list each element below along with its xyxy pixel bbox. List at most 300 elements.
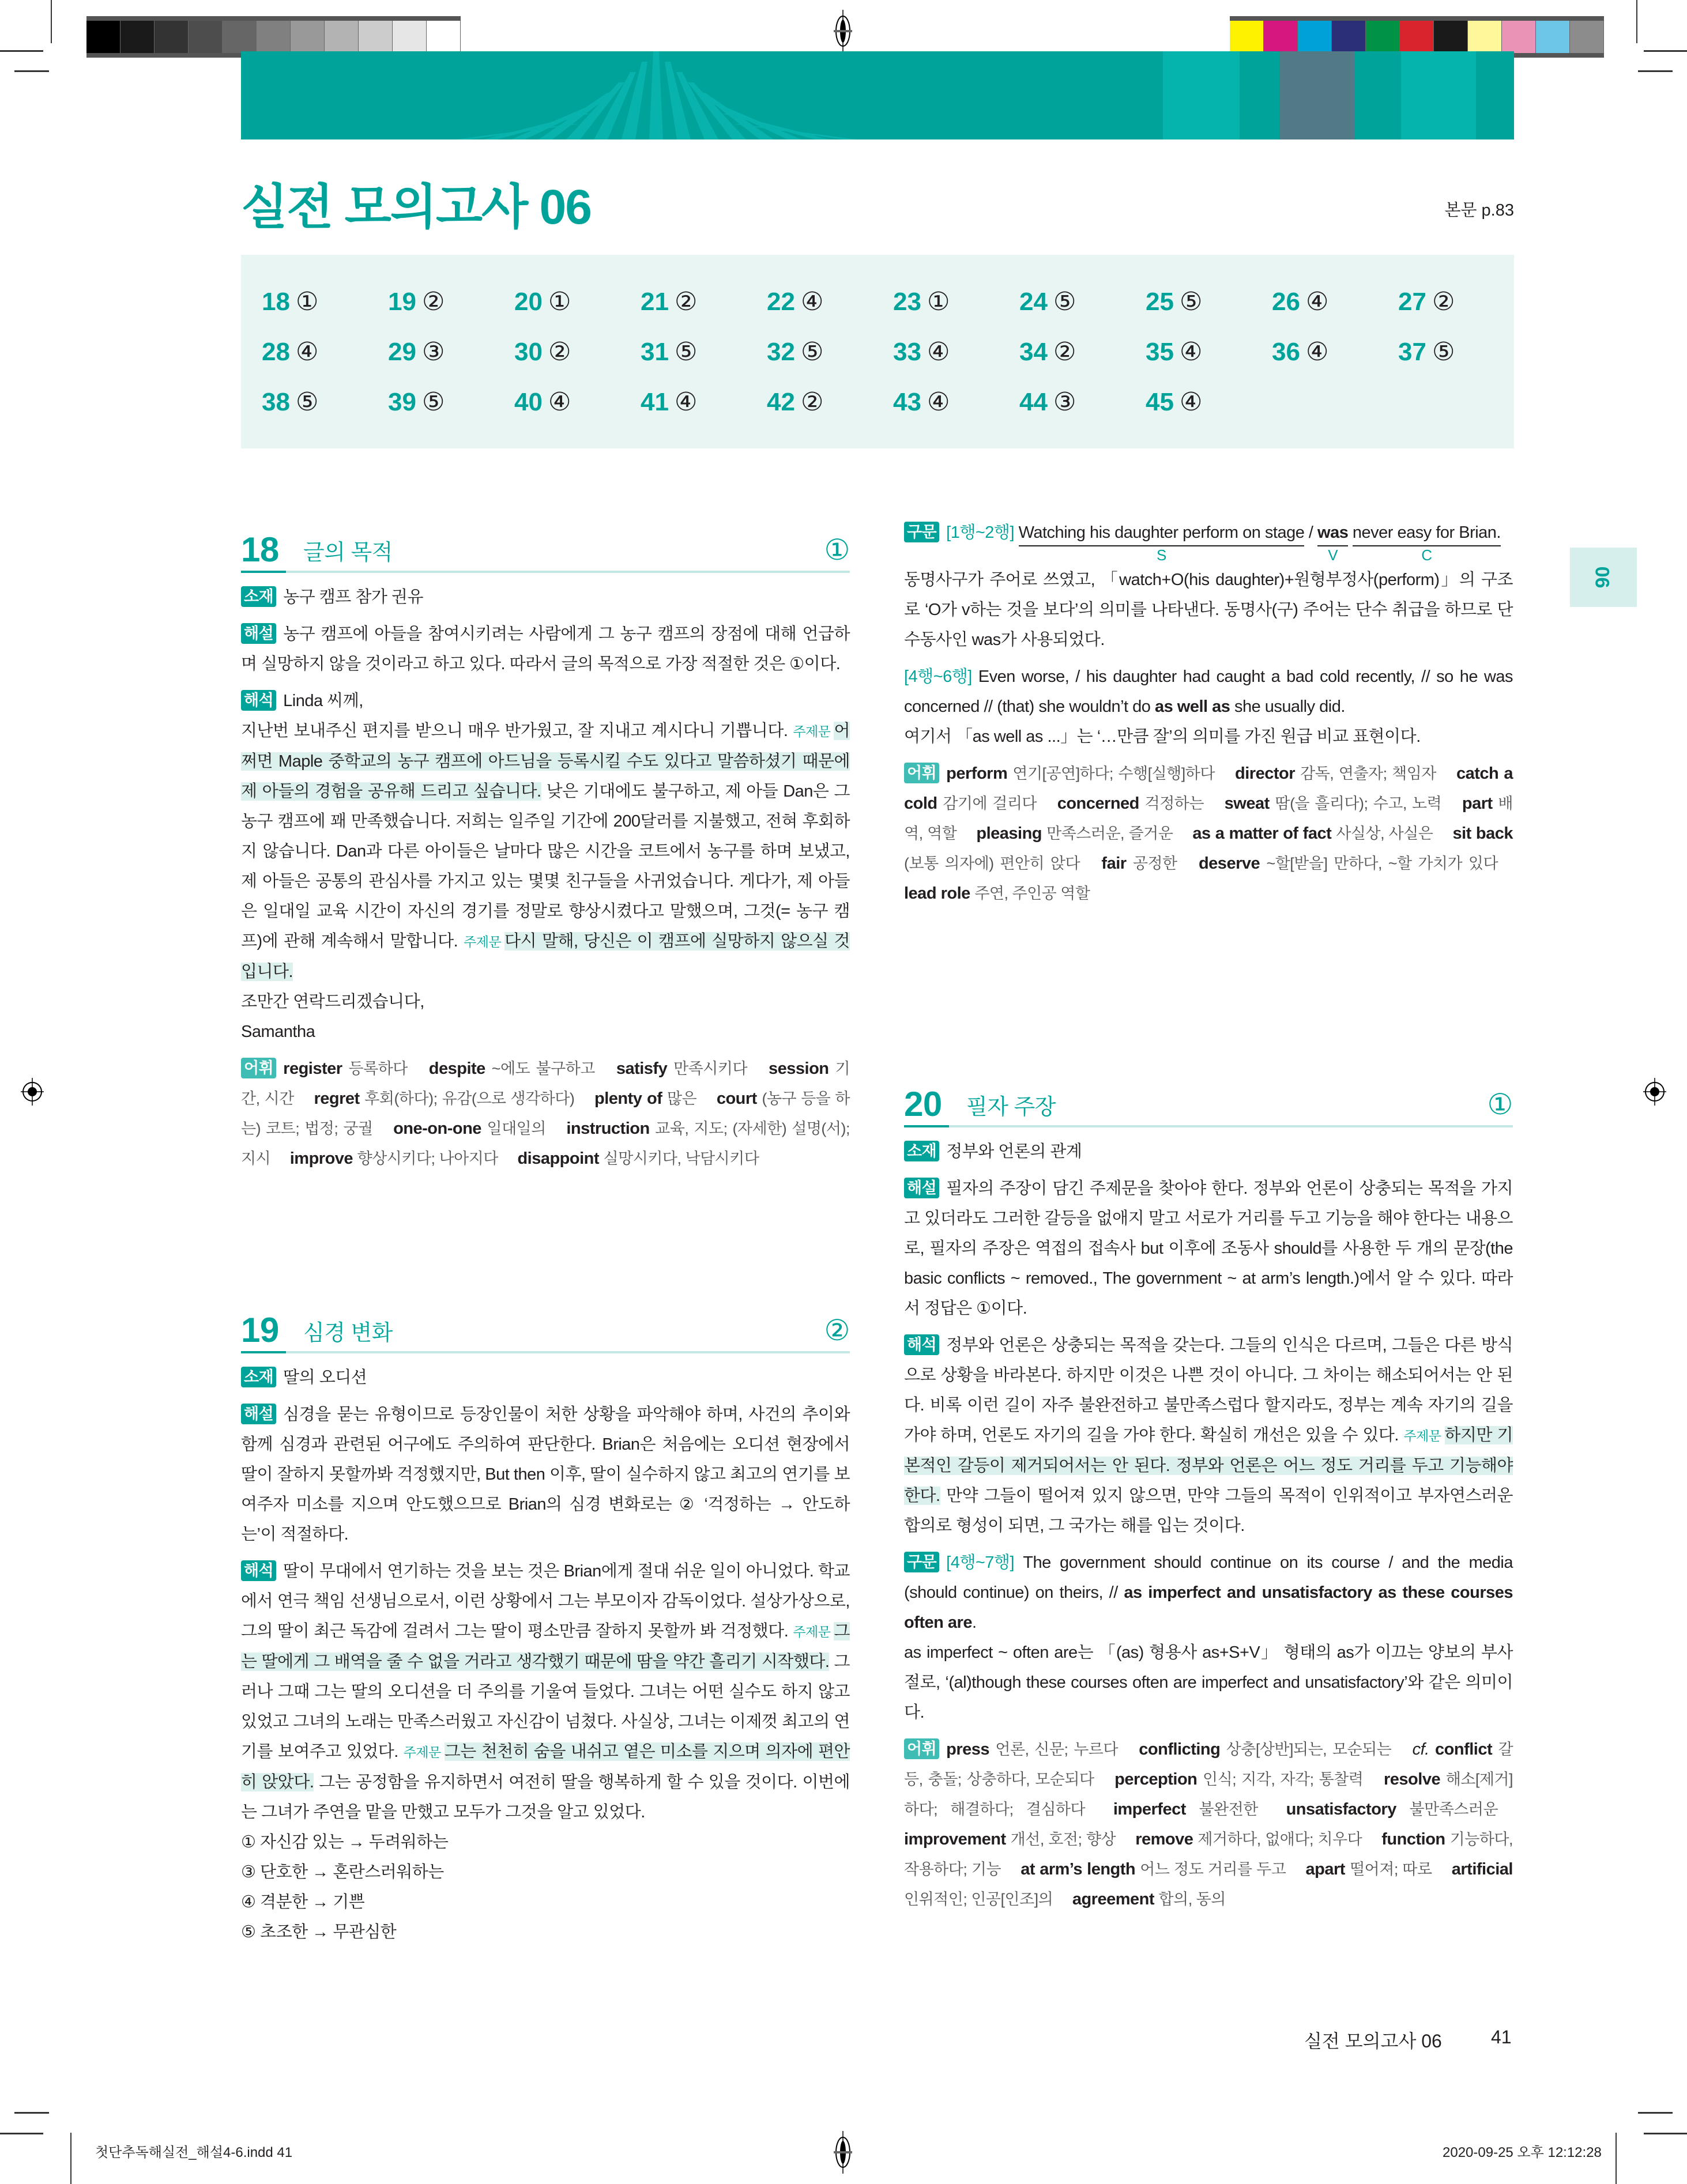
- question-number: 25: [1146, 288, 1174, 316]
- section-answer: ①: [1487, 1088, 1513, 1121]
- vocab-term: disappoint: [517, 1149, 600, 1168]
- constituent-text: never easy for Brian.: [1352, 523, 1501, 542]
- paragraph: [904, 1548, 1513, 1638]
- topic-sentence-tag: 주제문: [464, 934, 502, 949]
- question-number: 39: [388, 388, 416, 416]
- print-slug-timestamp: 2020-09-25 오후 12:12:28: [1443, 2145, 1602, 2160]
- text-run: The government should continue on its course / and the media (should continue) on theirs, //: [904, 1553, 1513, 1602]
- spacer: [904, 1127, 1513, 1137]
- answer-item: [893, 287, 950, 316]
- answer-choice: ④: [548, 388, 571, 416]
- vocab-entry: [1135, 1830, 1362, 1849]
- vocab-entry: [290, 1149, 498, 1168]
- question-number: 31: [641, 338, 669, 366]
- color-swatch: [1230, 21, 1264, 53]
- registration-mark-icon: [831, 2130, 854, 2175]
- page-title: 실전 모의고사 06: [241, 180, 591, 234]
- topic-sentence-tag: 주제문: [793, 724, 831, 739]
- text-run: 딸의 오디션: [283, 1368, 367, 1387]
- vocab-entry: [1113, 1800, 1258, 1819]
- text-run: ① 자신감 있는 → 두려워하는: [241, 1833, 449, 1851]
- vocab-entry: [946, 764, 1215, 783]
- grammar-badge: 구문: [904, 1552, 939, 1572]
- translation-badge: 해석: [904, 1334, 939, 1355]
- text-run: ③ 단호한 → 혼란스러워하는: [241, 1863, 444, 1881]
- text-run: 낮은 기대에도 불구하고, 제 아들 Dan은 그 농구 캠프에 꽤 만족했습니다. 저희는 일주일 기간에 200달러를 지불했고, 전혀 후회하지 않습니다. Dan과 다른 아이들은 날마다 많은 시간을 코트에서 농구를 하며 보냈고, 제 아들은 공통의 관심사를 가지고 있는 몇몇 친구들을 사귀었습니다. 게다가, 제 아들은 일대일 교육 시간이 자신의 경기를 정말로 향상시켰다고 말했으며, 그것(= 농구 캠프)에 관해 계속해서 말합니다.: [241, 782, 850, 950]
- vocab-term: sweat: [1224, 794, 1270, 813]
- section-underline-accent: [241, 1351, 286, 1353]
- question-18-grammar-vocab: [904, 518, 1513, 908]
- vocab-term: deserve: [1198, 854, 1260, 873]
- vocab-term: apart: [1305, 1860, 1345, 1879]
- answer-item: [641, 387, 697, 417]
- vocab-entry: [1057, 794, 1204, 813]
- section-number: 18: [241, 530, 279, 569]
- color-swatch: [1298, 21, 1332, 53]
- answer-item: [388, 287, 445, 316]
- translation-badge: 해석: [241, 690, 276, 711]
- text-run: [1행~2행]: [946, 523, 1019, 542]
- vocab-term: agreement: [1072, 1890, 1154, 1908]
- section-underline-accent: [904, 1125, 949, 1127]
- answer-item: [1019, 387, 1076, 417]
- question-number: 28: [262, 338, 290, 366]
- vocab-term: instruction: [566, 1119, 650, 1138]
- vocab-meaning: 교육, 지도; (자세한) 설명(서); 지시: [241, 1120, 850, 1167]
- gray-swatch: [86, 21, 120, 53]
- answer-choice: ⑤: [1179, 288, 1203, 316]
- vocab-entry: [616, 1059, 747, 1078]
- vocab-meaning: ~할[받을] 만하다, ~할 가치가 있다: [1266, 855, 1498, 872]
- spacer: [241, 1353, 850, 1363]
- vocab-entry: [904, 884, 1090, 903]
- text-run: 조만간 연락드리겠습니다,: [241, 993, 424, 1011]
- topic-sentence-tag: 주제문: [793, 1624, 831, 1639]
- paragraph: [241, 1887, 850, 1917]
- chapter-side-tab: [1570, 548, 1637, 607]
- answer-choice: ②: [548, 338, 571, 366]
- answer-choice: ⑤: [1053, 288, 1076, 316]
- vocab-term: despite: [428, 1059, 485, 1078]
- answer-choice: ④: [800, 288, 824, 316]
- paragraph: [241, 716, 850, 987]
- vocab-term: conflict: [1435, 1740, 1493, 1759]
- vocab-meaning: 공정한: [1132, 855, 1177, 872]
- vocab-meaning: 후회(하다); 유감(으로 생각하다): [364, 1090, 575, 1107]
- paragraph: [241, 1917, 850, 1947]
- sentence-constituent: [1018, 520, 1305, 564]
- question-number: 43: [893, 388, 921, 416]
- vocab-meaning: 땀(을 흘리다); 수고, 노력: [1275, 795, 1442, 812]
- question-number: 44: [1019, 388, 1048, 416]
- topic-badge: 소재: [241, 1367, 276, 1387]
- cf-marker: cf.: [1412, 1740, 1429, 1759]
- gray-swatch: [291, 21, 325, 53]
- fan-stripe: [649, 51, 663, 139]
- vocab-entry: [976, 824, 1173, 843]
- vocab-entry: [393, 1119, 546, 1138]
- answer-item: [262, 387, 318, 417]
- vocab-meaning: 인식; 지각, 자각; 통찰력: [1203, 1771, 1364, 1788]
- answer-choice: ④: [674, 388, 698, 416]
- question-number: 37: [1398, 338, 1426, 366]
- question-number: 26: [1272, 288, 1300, 316]
- question-number: 24: [1019, 288, 1048, 316]
- vocab-entry: [1225, 794, 1442, 813]
- vocab-term: function: [1381, 1830, 1445, 1849]
- answer-item: [641, 337, 697, 367]
- crop-mark: [51, 0, 52, 43]
- registration-mark-icon: [1643, 1069, 1666, 1114]
- answer-item: [514, 387, 571, 417]
- question-number: 36: [1272, 338, 1300, 366]
- paragraph: [241, 619, 850, 679]
- answer-choice: ②: [1053, 338, 1076, 366]
- constituent-text: was: [1317, 523, 1349, 542]
- color-swatch: [1434, 21, 1468, 53]
- vocab-meaning: 배역, 역할: [904, 795, 1513, 842]
- vocab-entry: [1101, 854, 1177, 873]
- section-answer: ①: [824, 534, 850, 566]
- text-run: as imperfect and unsatisfactory as these courses often are: [904, 1583, 1513, 1632]
- vocab-meaning: 만족시키다: [673, 1060, 748, 1077]
- spacer: [241, 573, 850, 582]
- crop-mark: [70, 2133, 71, 2184]
- paragraph: [241, 1017, 850, 1047]
- gray-swatch: [120, 21, 155, 53]
- vocab-entry: [1139, 1740, 1391, 1759]
- topic-sentence-tag: 주제문: [403, 1745, 441, 1760]
- text-run: [4행~7행]: [946, 1553, 1023, 1572]
- registration-mark-icon: [21, 1069, 44, 1114]
- answer-item: [262, 287, 318, 316]
- vocab-meaning: 상충[상반]되는, 모순되는: [1226, 1741, 1392, 1758]
- text-run: 정부와 언론의 관계: [946, 1142, 1082, 1161]
- vocab-meaning: 언론, 신문; 누르다: [995, 1741, 1118, 1758]
- color-swatch: [1366, 21, 1400, 53]
- paragraph: [904, 518, 1513, 565]
- section-underline-accent: [241, 571, 286, 573]
- section-title: 필자 주장: [966, 1095, 1056, 1119]
- text-run: 농구 캠프에 아들을 참여시키려는 사람에게 그 농구 캠프의 장점에 대해 언급하며 실망하지 않을 것이라고 하고 있다. 따라서 글의 목적으로 가장 적절한 것은 ①이다.: [241, 625, 850, 673]
- answer-item: [1146, 287, 1202, 316]
- section-title: 심경 변화: [303, 1321, 393, 1345]
- vocab-term: concerned: [1057, 794, 1139, 813]
- answer-choice: ④: [1179, 338, 1203, 366]
- vocab-entry: [1199, 854, 1498, 873]
- question-18-explanation: [241, 529, 850, 1174]
- vocabulary-badge: 어휘: [241, 1058, 276, 1078]
- vocab-term: at arm’s length: [1021, 1860, 1136, 1879]
- text-run: 동명사구가 주어로 쓰였고, 「watch+O(his daughter)+원형부정사(perform)」의 구조로 ‘O가 v하는 것을 보다’의 의미를 나타낸다. 동명사(구) 주어는 단수 취급을 하므로 단수동사인 was가 사용되었다.: [904, 571, 1513, 649]
- answer-choice: ②: [421, 288, 445, 316]
- vocab-term: session: [769, 1059, 829, 1078]
- vocab-meaning: 만족스러운, 즐거운: [1046, 825, 1173, 842]
- page-reference: 본문 p.83: [1444, 201, 1514, 220]
- question-number: 33: [893, 338, 921, 366]
- vocab-meaning: 감기에 걸리다: [943, 795, 1037, 812]
- gray-swatch: [257, 21, 291, 53]
- answer-item: [1272, 287, 1328, 316]
- vocabulary-list: [241, 1054, 850, 1174]
- gray-swatch: [189, 21, 223, 53]
- text-run: 농구 캠프 참가 권유: [283, 588, 423, 606]
- topic-sentence-tag: 주제문: [1403, 1428, 1441, 1443]
- constituent-role-label: V: [1328, 546, 1338, 564]
- answer-item: [262, 337, 318, 367]
- color-swatch: [1264, 21, 1298, 53]
- header-banner: [241, 51, 1514, 139]
- translation-badge: 해석: [241, 1560, 276, 1581]
- vocab-entry: [1192, 824, 1433, 843]
- text-run: 필자의 주장이 담긴 주제문을 찾아야 한다. 정부와 언론이 상충되는 목적을 가지고 있더라도 그러한 갈등을 없애지 말고 서로가 거리를 두고 기능을 해야 한다는 내용으로, 필자의 주장은 역접의 접속사 but 이후에 조동사 should를 사용한 두 개의 문장(the basic conflicts ~ removed., The government ~ at arm’s length.)에서 알 수 있다. 따라서 정답은 ①이다.: [904, 1179, 1513, 1318]
- vocab-meaning: 실망시키다, 낙담시키다: [603, 1150, 759, 1167]
- constituent-role-label: C: [1421, 546, 1432, 564]
- vocab-entry: [594, 1089, 696, 1108]
- question-number: 38: [262, 388, 290, 416]
- vocab-entry: [1235, 764, 1436, 783]
- explanation-badge: 해설: [904, 1178, 939, 1198]
- paragraph: [904, 1137, 1513, 1167]
- vocabulary-list: [904, 759, 1513, 908]
- text-run: .: [971, 1613, 977, 1632]
- question-number: 21: [641, 288, 669, 316]
- question-number: 29: [388, 338, 416, 366]
- crop-mark: [14, 2112, 49, 2114]
- vocab-term: court: [716, 1089, 757, 1108]
- gray-swatch: [359, 21, 393, 53]
- vocab-meaning: 떨어져; 따로: [1350, 1861, 1432, 1878]
- text-run: ⑤ 초조한 → 무관심한: [241, 1923, 397, 1941]
- section-title: 글의 목적: [303, 541, 393, 565]
- vocab-meaning: 제거하다, 없애다; 치우다: [1198, 1831, 1362, 1848]
- answer-choice: ④: [927, 388, 950, 416]
- vocab-meaning: 갈등, 충돌; 상충하다, 모순되다: [904, 1741, 1513, 1788]
- vocab-term: press: [946, 1740, 990, 1759]
- vocab-meaning: 불만족스러운: [1409, 1801, 1498, 1818]
- vocab-entry: [1306, 1860, 1432, 1879]
- crop-mark: [0, 50, 43, 52]
- answer-item: [1398, 287, 1455, 316]
- text-run: 만약 그들이 떨어져 있지 않으면, 만약 그들의 목적이 인위적이고 부자연스러운 합의로 형성이 되면, 그 국가는 해를 입는 것이다.: [904, 1487, 1513, 1535]
- answer-item: [1019, 287, 1076, 316]
- vocab-term: director: [1235, 764, 1295, 783]
- answer-item: [514, 287, 571, 316]
- answer-choice: ④: [1305, 338, 1329, 366]
- color-swatch: [1468, 21, 1502, 53]
- registration-mark-icon: [831, 9, 854, 54]
- answer-choice: ⑤: [674, 338, 698, 366]
- vocab-entry: [1021, 1860, 1286, 1879]
- vocab-term: lead role: [904, 884, 970, 903]
- text-run: 그는 공정함을 유지하면서 여전히 딸을 행복하게 할 수 있을 것이다. 이번에는 그녀가 주연을 맡을 만했고 모두가 그것을 알고 있었다.: [241, 1773, 850, 1821]
- crop-mark: [0, 2133, 43, 2134]
- question-number: 30: [514, 338, 543, 366]
- vocab-meaning: (농구 등을 하는) 코트; 법정; 궁궐: [241, 1090, 850, 1137]
- vocab-term: remove: [1135, 1830, 1193, 1849]
- print-slug-filename: 첫단추독해실전_해설4-6.indd 41: [95, 2145, 293, 2160]
- text-run: 여기서 「as well as ...」는 ‘…만큼 잘’의 의미를 가진 원급 비교 표현이다.: [904, 727, 1421, 746]
- section-number: 20: [904, 1085, 942, 1123]
- question-number: 41: [641, 388, 669, 416]
- answer-item: [767, 387, 823, 417]
- crop-mark: [14, 70, 49, 72]
- section-number: 19: [241, 1311, 279, 1349]
- answer-choice: ②: [674, 288, 698, 316]
- answer-item: [893, 337, 950, 367]
- vocab-meaning: ~에도 불구하고: [491, 1060, 595, 1077]
- answer-item: [1272, 337, 1328, 367]
- text-run: as well as: [1154, 697, 1230, 716]
- vocab-entry: [314, 1089, 574, 1108]
- answer-choice: ①: [548, 288, 571, 316]
- vocab-entry: [904, 1830, 1116, 1849]
- question-number: 34: [1019, 338, 1048, 366]
- text-run: 정부와 언론은 상충되는 목적을 갖는다. 그들의 인식은 다르며, 그들은 다른 방식으로 상황을 바라본다. 하지만 이것은 나쁜 것이 아니다. 그 차이는 해소되어서는 안 된다. 비록 이런 길이 자주 불완전하고 불만족스럽다 할지라도, 정부는 계속 자기의 길을 가야 하며, 언론도 자기의 길을 가야 한다. 확실히 개선은 있을 수 있다.: [904, 1336, 1513, 1444]
- paragraph: [904, 1330, 1513, 1541]
- gray-swatch: [223, 21, 257, 53]
- vocabulary-badge: 어휘: [904, 763, 939, 783]
- question-number: 42: [767, 388, 795, 416]
- vocabulary-badge: 어휘: [904, 1738, 939, 1759]
- footer-section-title: 실전 모의고사 06: [1304, 2031, 1442, 2051]
- explanation-badge: 해설: [241, 1404, 276, 1424]
- vocab-term: pleasing: [976, 824, 1042, 843]
- vocab-meaning: 향상시키다; 나아지다: [357, 1150, 498, 1167]
- key-sentence: 하지만 기본적인 갈등이 제거되어서는 안 된다. 정부와 언론은 어느 정도 거리를 두고 기능해야 한다.: [904, 1426, 1513, 1505]
- question-number: 18: [262, 288, 290, 316]
- vocab-meaning: 해소[제거]하다; 해결하다; 결심하다: [904, 1771, 1513, 1818]
- text-run: as imperfect ~ often are는 「(as) 형용사 as+S+V」 형태의 as가 이끄는 양보의 부사절로, ‘(al)though these courses often are imperfect and unsatisfactory’와 같은 의미이다.: [904, 1643, 1513, 1722]
- paragraph: [241, 1363, 850, 1393]
- vocab-meaning: 연기[공연]하다; 수행[실행]하다: [1012, 765, 1215, 782]
- answer-item: [767, 337, 823, 367]
- answer-choice: ②: [800, 388, 824, 416]
- grammar-badge: 구문: [904, 522, 939, 542]
- vocab-term: improve: [289, 1149, 353, 1168]
- answer-item: [388, 387, 445, 417]
- answer-choice: ④: [927, 338, 950, 366]
- vocab-meaning: 주연, 주인공 역할: [974, 885, 1090, 902]
- key-sentence: 그는 천천히 숨을 내쉬고 옅은 미소를 지으며 의자에 편안히 앉았다.: [241, 1742, 850, 1791]
- paragraph: [241, 582, 850, 612]
- crop-mark: [1644, 2133, 1687, 2134]
- answer-choice: ①: [295, 288, 319, 316]
- vocab-meaning: 등록하다: [348, 1060, 408, 1077]
- answer-choice: ④: [1179, 388, 1203, 416]
- answer-item: [1019, 337, 1076, 367]
- answer-item: [1398, 337, 1455, 367]
- key-sentence: 그는 딸에게 그 배역을 줄 수 없을 거라고 생각했기 때문에 땀을 약간 흘리기 시작했다.: [241, 1622, 850, 1671]
- vocab-meaning: 불완전한: [1199, 1801, 1258, 1818]
- gray-swatch: [393, 21, 427, 53]
- constituent-role-label: S: [1157, 546, 1166, 564]
- color-swatch: [1400, 21, 1434, 53]
- answer-choice: ④: [1305, 288, 1329, 316]
- vocabulary-list: [904, 1734, 1513, 1914]
- vocab-meaning: 감독, 연출자; 책임자: [1300, 765, 1436, 782]
- answer-item: [641, 287, 697, 316]
- vocab-meaning: 일대일의: [487, 1120, 546, 1137]
- banner-fan-decoration: [241, 51, 1514, 139]
- vocab-meaning: 기능하다, 작용하다; 기능: [904, 1831, 1513, 1878]
- question-number: 45: [1146, 388, 1174, 416]
- question-number: 22: [767, 288, 795, 316]
- vocab-meaning: 합의, 동의: [1158, 1891, 1226, 1908]
- text-run: Samantha: [241, 1023, 315, 1041]
- paragraph: [241, 686, 850, 716]
- answer-item: [767, 287, 823, 316]
- vocab-term: perform: [946, 764, 1008, 783]
- paragraph: [904, 722, 1513, 752]
- vocab-meaning: 개선, 호전; 향상: [1010, 1831, 1116, 1848]
- paragraph: [241, 987, 850, 1017]
- text-run: 그러나 그때 그는 딸의 오디션을 더 주의를 기울여 들었다. 그녀는 어떤 실수도 하지 않고 있었고 그녀의 노래는 만족스러웠고 자신감이 넘쳤다. 사실상, 그녀는 이제껏 최고의 연기를 보여주고 있었다.: [241, 1653, 850, 1761]
- vocab-term: conflicting: [1139, 1740, 1221, 1759]
- answer-choice: ③: [421, 338, 445, 366]
- vocab-term: imperfect: [1113, 1800, 1186, 1819]
- key-sentence: 다시 말해, 당신은 이 캠프에 실망하지 않으실 것입니다.: [241, 932, 850, 981]
- sentence-constituent: [1352, 520, 1501, 564]
- question-number: 27: [1398, 288, 1426, 316]
- answer-choice: ④: [295, 338, 319, 366]
- color-swatch: [1536, 21, 1570, 53]
- text-run: she usually did.: [1230, 697, 1345, 716]
- vocab-meaning: 사실상, 사실은: [1336, 825, 1433, 842]
- question-number: 19: [388, 288, 416, 316]
- crop-mark: [1616, 2133, 1617, 2184]
- vocab-term: artificial: [1451, 1860, 1513, 1879]
- text-run: [1348, 523, 1353, 542]
- paragraph: [904, 565, 1513, 655]
- answer-choice: ③: [1053, 388, 1076, 416]
- answer-item: [1146, 387, 1202, 417]
- paragraph: [241, 1827, 850, 1857]
- question-number: 20: [514, 288, 543, 316]
- vocab-meaning: 어느 정도 거리를 두고: [1140, 1861, 1286, 1878]
- section-header: [241, 529, 850, 573]
- section-header: [904, 1084, 1513, 1127]
- color-swatch: [1570, 21, 1604, 53]
- question-19-explanation: [241, 1310, 850, 1947]
- paragraph: [904, 662, 1513, 722]
- section-answer: ②: [824, 1314, 850, 1346]
- answer-item: [1146, 337, 1202, 367]
- key-sentence: 어쩌면 Maple 중학교의 농구 캠프에 아드님을 등록시킬 수도 있다고 말씀하셨기 때문에 제 아들의 경험을 공유해 드리고 싶습니다.: [241, 722, 850, 801]
- crop-mark: [1638, 2112, 1673, 2114]
- crop-mark: [1638, 70, 1673, 72]
- section-header: [241, 1310, 850, 1353]
- sentence-constituent: [1317, 520, 1349, 564]
- question-number: 23: [893, 288, 921, 316]
- vocab-term: perception: [1114, 1770, 1198, 1789]
- explanation-badge: 해설: [241, 623, 276, 644]
- text-run: Linda 씨께,: [283, 692, 363, 710]
- constituent-text: Watching his daughter perform on stage: [1018, 523, 1305, 542]
- answer-choice: ⑤: [800, 338, 824, 366]
- vocab-meaning: (보통 의자에) 편안히 앉다: [904, 855, 1080, 872]
- answer-choice: ⑤: [421, 388, 445, 416]
- text-run: 심경을 묻는 유형이므로 등장인물이 처한 상황을 파악해야 하며, 사건의 추이와 함께 심경과 관련된 어구에도 주의하여 판단한다. Brian은 처음에는 오디션 현장에서 딸이 잘하지 못할까봐 걱정했지만, But then 이후, 딸이 실수하지 않고 최고의 연기를 보여주자 미소를 지으며 안도했으므로 Brian의 심경 변화로는 ② ‘걱정하는 → 안도하는’이 적절하다.: [241, 1405, 850, 1544]
- gray-swatch: [155, 21, 189, 53]
- vocab-term: satisfy: [616, 1059, 668, 1078]
- vocab-meaning: 걱정하는: [1144, 795, 1204, 812]
- question-number: 35: [1146, 338, 1174, 366]
- vocab-term: fair: [1101, 854, 1127, 873]
- vocab-meaning: 많은: [667, 1090, 697, 1107]
- crop-mark: [1644, 50, 1687, 52]
- answer-choice: ①: [927, 288, 950, 316]
